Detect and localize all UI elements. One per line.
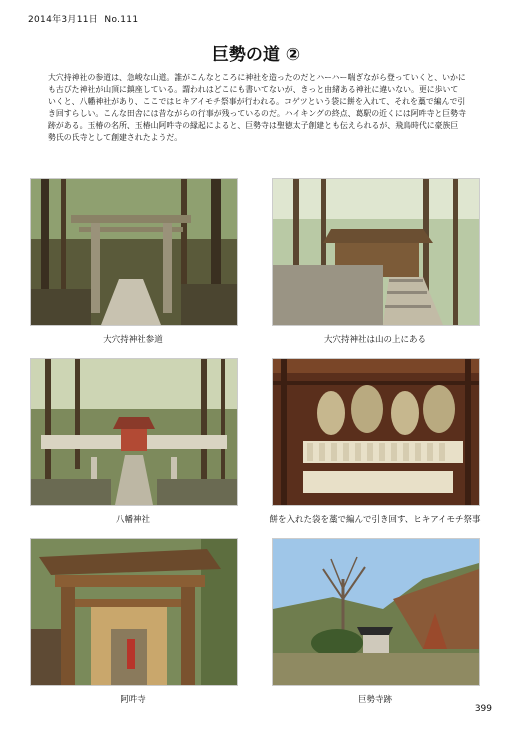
photo-hachiman-shrine <box>30 358 238 506</box>
caption-4: 餅を入れた袋を藁で編んで引き回す、ヒキアイモチ祭事 <box>269 515 481 525</box>
photo-temple-ruins <box>272 538 480 686</box>
caption-6: 巨勢寺跡 <box>357 695 392 705</box>
intro-paragraph: 大穴持神社の参道は、急峻な山道。誰がこんなところに神社を造ったのだとハーハー喘ぎながら登っていくと、いかにも古びた神社が山頂に鎮座している。謂われはどこにも書いてないが、きっと由緒ある神社に違いない。更に歩いていくと、八幡神社があり、ここではヒキアイモチ祭事が行われる。コゲツという袋に餅を入れて、それを藁で編んで引き回すらしい。こんな田舎には昔ながらの行事が残っているのだ。ハイキングの終点、葛駅の近くには阿吽寺と巨勢寺跡がある。玉椿の名所、玉椿山阿吽寺の縁起によると、巨勢寺は聖徳太子創建とも伝えられるが、飛鳥時代に豪族巨勢氏の氏寺として創建されたようだ。 <box>48 73 466 142</box>
header-number: No.111 <box>104 15 139 25</box>
photo-hilltop-shrine <box>272 178 480 326</box>
caption-5: 阿吽寺 <box>120 695 146 705</box>
header-date: 2014年3月11日 <box>28 15 99 25</box>
photo-straw-bags <box>272 358 480 506</box>
page-number: 399 <box>474 704 492 714</box>
photo-temple-gate <box>30 538 238 686</box>
page-title: 巨勢の道 ② <box>211 45 301 65</box>
caption-3: 八幡神社 <box>115 515 150 525</box>
page-header <box>28 12 138 25</box>
photo-torii-path <box>30 178 238 326</box>
caption-1: 大穴持神社参道 <box>103 335 163 345</box>
caption-2: 大穴持神社は山の上にある <box>323 335 426 345</box>
